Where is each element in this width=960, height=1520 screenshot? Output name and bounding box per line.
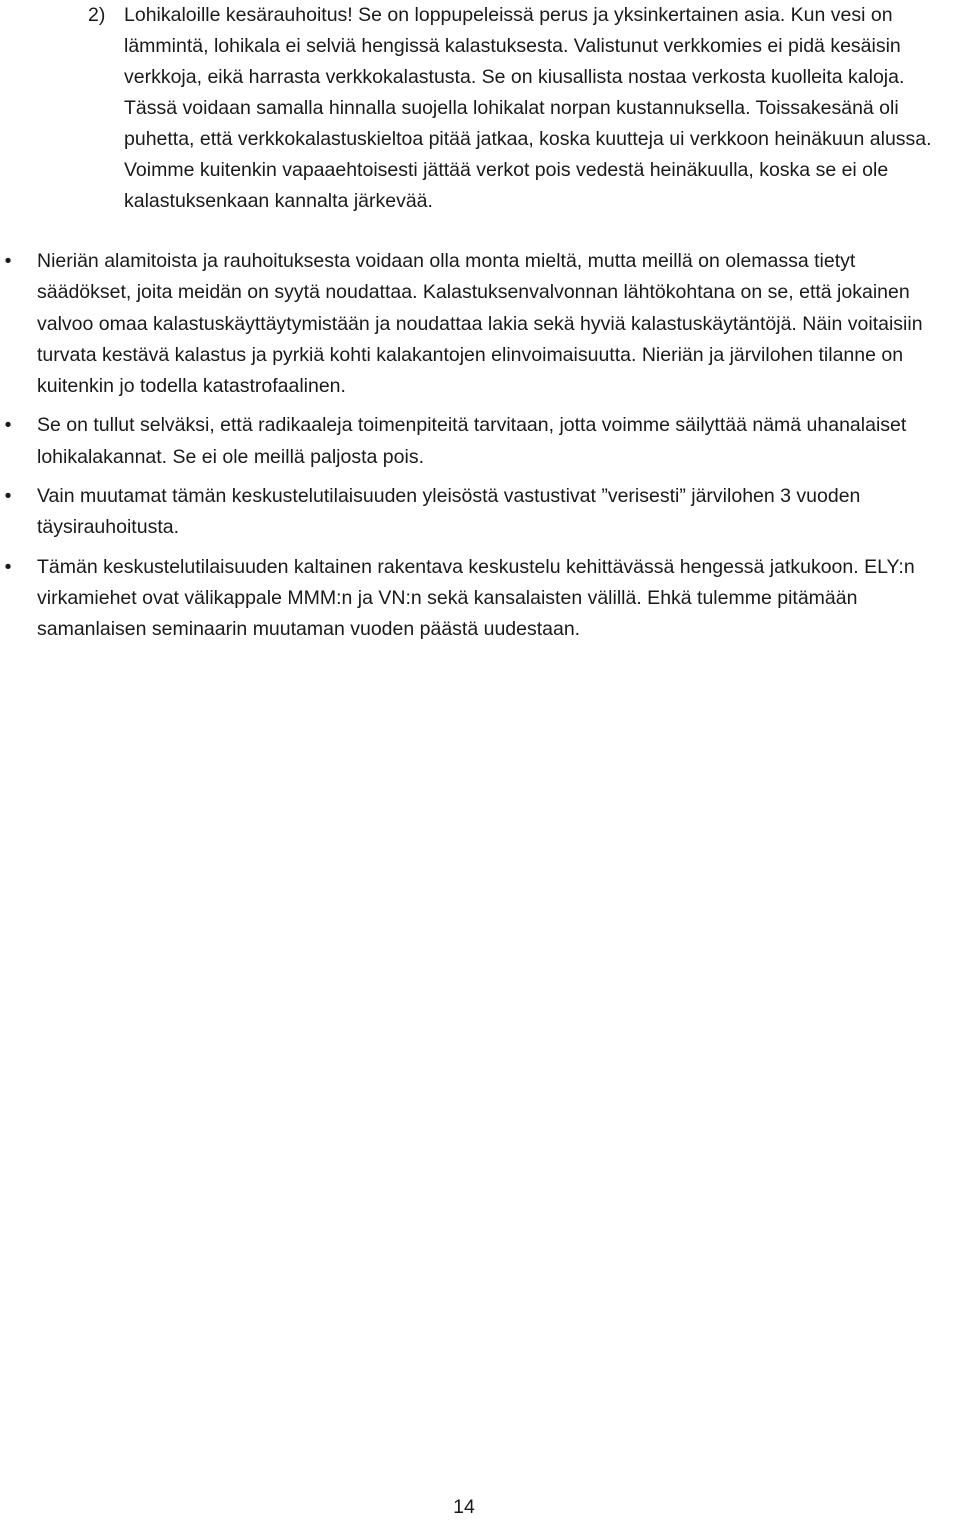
bullet-text: Tämän keskustelutilaisuuden kaltainen rakentava keskustelu kehittävässä hengessä jatkukoon. ELY:n virkamiehet ovat välikappale MMM:n ja VN:n sekä kansalaisten välillä. Ehkä tulemme pitämään samanlaisen seminaarin muutaman vuoden päästä uudestaan.	[37, 555, 915, 641]
bullet-icon: •	[4, 485, 12, 508]
bullet-text: Se on tullut selväksi, että radikaaleja toimenpiteitä tarvitaan, jotta voimme säilyttää nämä uhanalaiset lohikalakannat. Se ei ole meillä paljosta pois.	[37, 414, 907, 468]
numbered-list-item	[88, 0, 958, 217]
bullet-item	[0, 481, 960, 544]
list-item-text: Lohikaloille kesärauhoitus! Se on loppupeleissä perus ja yksinkertainen asia. Kun vesi on lämmintä, lohikala ei selviä hengissä kalastuksesta. Valistunut verkkomies ei pidä kesäisin verkkoja, eikä harrasta verkkokalastusta. Se on kiusallista nostaa verkosta kuolleita kaloja. Tässä voidaan samalla hinnalla suojella lohikalat norpan kustannuksella. Toissakesänä oli puhetta, että verkkokalastuskieltoa pitää jatkaa, koska kuutteja ui verkkoon heinäkuun alussa. Voimme kuitenkin vapaaehtoisesti jättää verkot pois vedestä heinäkuulla, koska se ei ole kalastuksenkaan kannalta järkevää.	[124, 4, 932, 212]
bullet-item	[0, 552, 960, 646]
bullet-text: Nieriän alamitoista ja rauhoituksesta voidaan olla monta mieltä, mutta meillä on olemassa tietyt säädökset, joita meidän on syytä noudattaa. Kalastuksenvalvonnan lähtökohtana on se, että jokainen valvoo omaa kalastuskäyttäytymistään ja noudattaa lakia sekä hyviä kalastuskäytäntöjä. Näin voitaisiin turvata kestävä kalastus ja pyrkiä kohti kalakantojen elinvoimaisuutta. Nieriän ja järvilohen tilanne on kuitenkin jo todella katastrofaalinen.	[37, 250, 923, 398]
bullet-text: Vain muutamat tämän keskustelutilaisuuden yleisöstä vastustivat ”verisesti” järvilohen 3 vuoden täysirauhoitusta.	[37, 485, 861, 539]
bullet-list	[0, 246, 960, 654]
page-number: 14	[453, 1496, 475, 1518]
list-item-number: 2)	[88, 4, 106, 26]
bullet-item	[0, 410, 960, 473]
bullet-icon: •	[4, 250, 12, 272]
bullet-icon: •	[4, 555, 12, 578]
bullet-item	[0, 246, 960, 402]
bullet-icon: •	[4, 414, 12, 437]
